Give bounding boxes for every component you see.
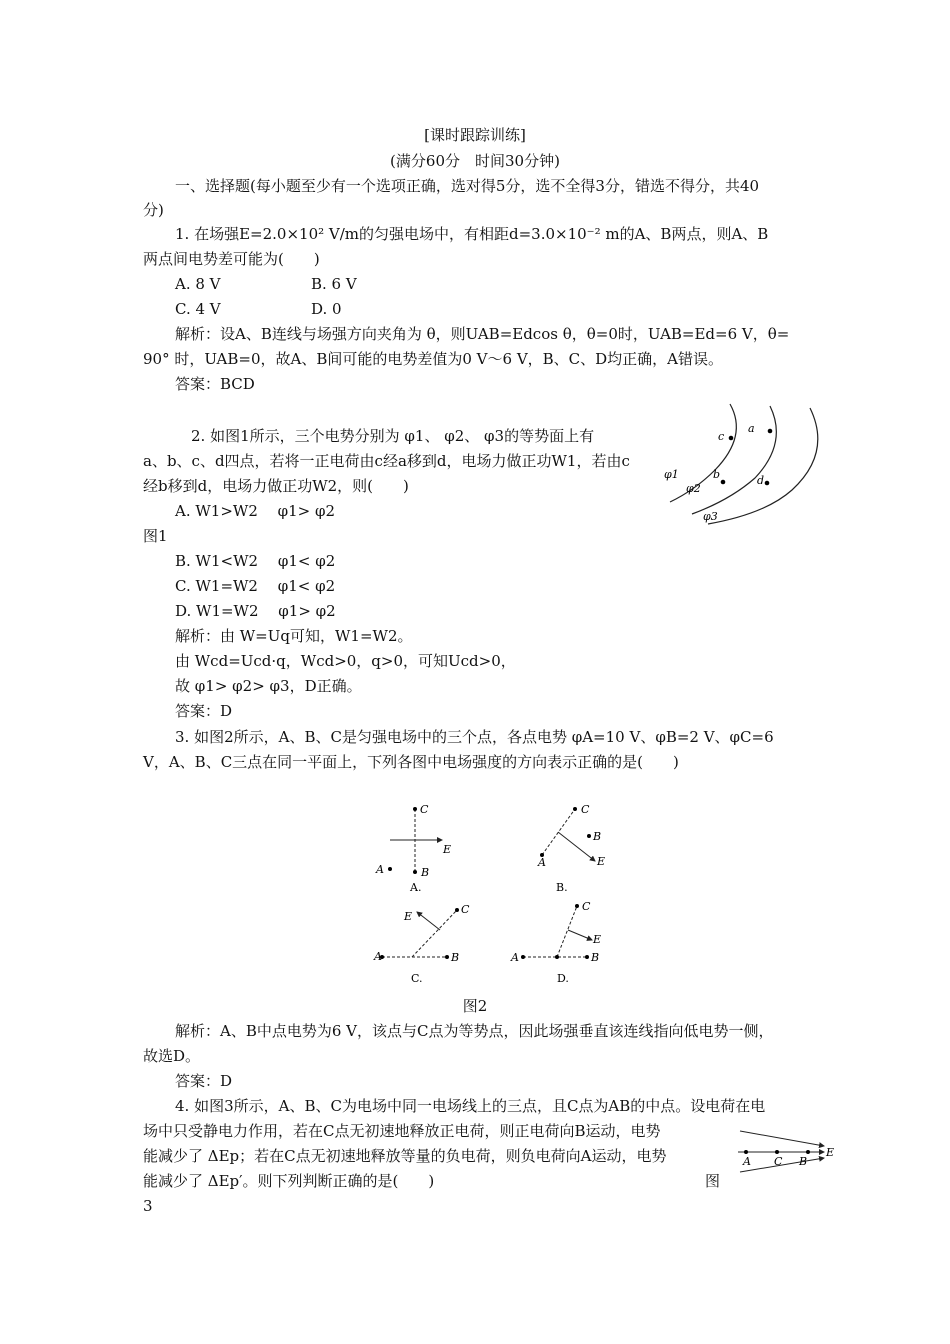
- q3-analysis-cont: 故选D。: [143, 1047, 201, 1065]
- svg-text:A: A: [538, 856, 546, 869]
- q2-option-b: B. W1<W2 φ1< φ2: [175, 552, 336, 570]
- phi1-label: φ1: [664, 468, 679, 481]
- q3-stem: 3. 如图2所示，A、B、C是匀强电场中的三个点，各点电势 φA=10 V、φB=2 V、φC=6: [175, 728, 774, 746]
- equipotential-curve-1: [670, 404, 736, 502]
- q1-option-c: C. 4 V: [175, 300, 221, 318]
- panel-d-label: D.: [557, 972, 569, 985]
- svg-text:A: A: [376, 863, 384, 876]
- q3-answer: 答案：D: [175, 1072, 233, 1090]
- svg-text:B: B: [593, 830, 602, 843]
- page-title: [课时跟踪训练]: [424, 126, 526, 144]
- point-d-label: d: [757, 474, 765, 487]
- q2-analysis: 解析：由 W=Uq可知，W1=W2。: [175, 627, 413, 645]
- svg-text:C: C: [582, 900, 591, 913]
- equipotential-curve-3: [708, 408, 818, 524]
- panel-a: [375, 803, 451, 894]
- q2-analysis-cont2: 故 φ1> φ2> φ3，D正确。: [175, 677, 362, 695]
- page-subtitle: (满分60分 时间30分钟): [390, 152, 560, 170]
- q4-stem-cont1: 场中只受静电力作用，若在C点无初速地释放正电荷，则正电荷向B运动，电势: [143, 1122, 661, 1140]
- panel-c-field-arrow: [417, 912, 440, 930]
- q2-option-c: C. W1=W2 φ1< φ2: [175, 577, 336, 595]
- point-d-dot: [765, 481, 770, 486]
- svg-text:E: E: [593, 933, 602, 946]
- point-a-dot: [768, 429, 773, 434]
- q1-option-d: D. 0: [311, 300, 342, 318]
- q2-stem-cont1: a、b、c、d四点，若将一正电荷由c经a移到d，电场力做正功W1，若由c: [143, 452, 630, 470]
- svg-text:B: B: [799, 1155, 808, 1168]
- q2-figure-caption: 图1: [143, 527, 168, 545]
- svg-text:C: C: [461, 903, 470, 916]
- upper-field-line: [740, 1131, 824, 1146]
- svg-text:E: E: [597, 855, 606, 868]
- section-intro: 一、选择题(每小题至少有一个选项正确，选对得5分，选不全得3分，错选不得分，共40: [175, 177, 760, 195]
- q2-answer: 答案：D: [175, 702, 233, 720]
- phi3-label: φ3: [703, 510, 718, 523]
- q2-analysis-cont1: 由 Wcd=Ucd·q，Wcd>0，q>0，可知Ucd>0，: [175, 652, 516, 670]
- q1-stem-cont: 两点间电势差可能为( ): [143, 250, 320, 268]
- q4-figure-caption: 图: [705, 1172, 721, 1190]
- q1-answer: 答案：BCD: [175, 375, 255, 393]
- point-b-label: b: [713, 468, 721, 481]
- panel-a-label: A.: [410, 881, 422, 894]
- svg-text:C: C: [420, 803, 429, 816]
- svg-text:B: B: [591, 951, 600, 964]
- q1-option-a: A. 8 V: [175, 275, 221, 293]
- svg-text:E: E: [826, 1146, 835, 1159]
- svg-text:A: A: [743, 1155, 751, 1168]
- point-b-dot: [721, 480, 726, 485]
- q4-stem-cont3: 能减少了 ΔEp′。则下列判断正确的是( ): [143, 1172, 435, 1190]
- equipotential-figure: [660, 398, 850, 528]
- svg-text:E: E: [404, 910, 413, 923]
- svg-text:C: C: [581, 803, 590, 816]
- equipotential-curve-2: [692, 406, 776, 514]
- q3-figure-caption: 图2: [462, 997, 488, 1015]
- q4-stem-cont2: 能减少了 ΔEp；若在C点无初速地释放等量的负电荷，则负电荷向A运动，电势: [143, 1147, 667, 1165]
- point-c-dot: [729, 436, 734, 441]
- point-b-dot: [806, 1150, 810, 1154]
- q2-option-d: D. W1=W2 φ1> φ2: [175, 602, 336, 620]
- q3-stem-cont: V，A、B、C三点在同一平面上，下列各图中电场强度的方向表示正确的是( ): [143, 753, 679, 771]
- point-a-label: a: [748, 422, 755, 435]
- panel-d: [510, 900, 601, 985]
- q2-stem: 2. 如图1所示，三个电势分别为 φ1、 φ2、 φ3的等势面上有: [191, 427, 595, 445]
- section-intro-cont: 分): [143, 201, 164, 219]
- svg-text:B: B: [451, 951, 460, 964]
- q2-stem-cont2: 经b移到d，电场力做正功W2，则( ): [143, 477, 409, 495]
- svg-text:C: C: [774, 1155, 783, 1168]
- svg-text:E: E: [443, 843, 452, 856]
- q3-analysis: 解析：A、B中点电势为6 V，该点与C点为等势点，因此场强垂直该连线指向低电势一侧，: [175, 1022, 774, 1040]
- phi2-label: φ2: [686, 482, 701, 495]
- panel-b-label: B.: [556, 881, 568, 894]
- q1-stem: 1. 在场强E=2.0×10² V/m的匀强电场中，有相距d=3.0×10⁻² m的A、B两点，则A、B: [175, 225, 769, 243]
- point-a-dot: [744, 1150, 748, 1154]
- q1-option-b: B. 6 V: [311, 275, 357, 293]
- panel-c-dashed-diag: [412, 910, 457, 957]
- field-direction-figure: [370, 800, 620, 990]
- q1-analysis-cont: 90° 时，UAB=0，故A、B间可能的电势差值为0 V～6 V，B、C、D均正确，A错误。: [143, 350, 724, 368]
- panel-c: [373, 903, 470, 985]
- svg-text:A: A: [511, 951, 519, 964]
- panel-b: [537, 803, 605, 894]
- point-c-label: c: [718, 430, 725, 443]
- field-line-figure: [732, 1125, 842, 1175]
- q4-stem: 4. 如图3所示，A、B、C为电场中同一电场线上的三点，且C点为AB的中点。设电荷在电: [175, 1097, 766, 1115]
- q1-analysis: 解析：设A、B连线与场强方向夹角为 θ，则UAB=Edcos θ，θ=0时，UAB=Ed=6 V，θ=: [175, 325, 790, 343]
- panel-d-dashed-diag: [557, 906, 577, 957]
- q2-option-a: A. W1>W2 φ1> φ2: [175, 502, 336, 520]
- guide-line: [718, 414, 798, 518]
- point-c-dot: [775, 1150, 779, 1154]
- svg-text:B: B: [421, 866, 430, 879]
- panel-c-label: C.: [411, 972, 423, 985]
- panel-d-field-arrow: [568, 930, 592, 940]
- q4-figure-caption-number: 3: [143, 1197, 153, 1215]
- svg-text:A: A: [374, 950, 382, 963]
